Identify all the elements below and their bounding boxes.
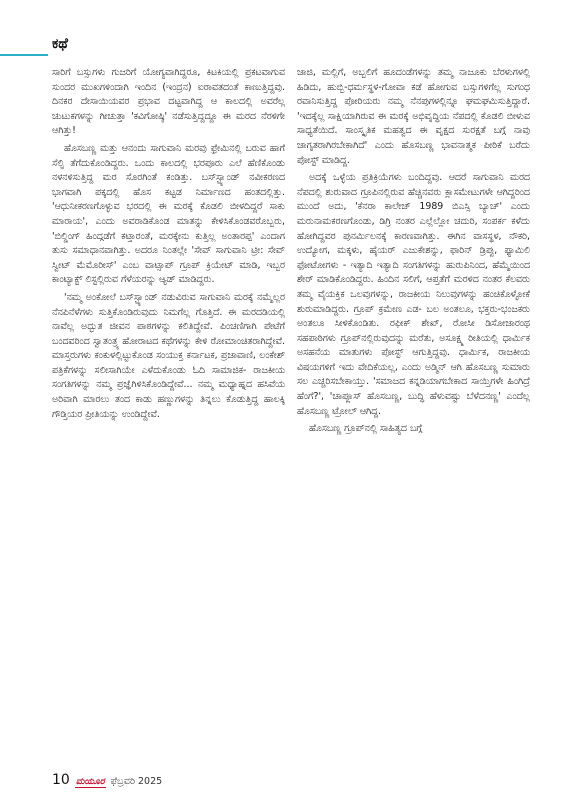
- section-title: ಕಥೆ: [52, 36, 68, 52]
- page-number: 10: [52, 772, 70, 788]
- paragraph: ಅದಕ್ಕೆ ಒಳ್ಳೆಯ ಪ್ರತಿಕ್ರಿಯೆಗಳು ಬಂದಿದ್ದವು. ಆದರೆ ಸಾಗುವಾನಿ ಮರದ ನೆಪದಲ್ಲಿ ಶುರುವಾದ ಗ್ರೂಪಿನಲ್ಲಿರುವ ಹೆಚ್ಚಿನವರು ಕ್ಲಾಸಮೇಟುಗಳೇ ಆಗಿದ್ದರಿಂದ ಮುಂದೆ ಅದು, 'ಕೆನರಾ ಕಾಲೇಜ್ 1989 ಬಿಎಸ್ಸಿ ಬ್ಯಾಚ್' ಎಂದು ಮರುನಾಮಕರಣಗೊಂಡು, ಡಿಗ್ರಿ ನಂತರ ಎಲ್ಲೆಲ್ಲೋ ಚದುರಿ, ಸಂಪರ್ಕ ಕಳೆದು ಹೋಗಿದ್ದವರ ಪುನರ್ಮಿಲನಕ್ಕೆ ಕಾರಣವಾಗಿತ್ತು. ಈಗಿನ ವಾಸಸ್ಥಳ, ನೌಕರಿ, ಉದ್ಯೋಗ, ಮಕ್ಕಳು, ಹೈಯರ್ ಎಜುಕೇಶನ್ನು, ಫಾರಿನ್ ಡ್ರಿಪ್ಪು, ಫ್ಯಾಮಿಲಿ ಫೋಟೋಗಳು - ಇತ್ಯಾದಿ ಇತ್ಯಾದಿ ಸಂಗತಿಗಳನ್ನು ಹುರುಪಿನಿಂದ, ಹೆಮ್ಮೆಯಿಂದ ಶೇರ್ ಮಾಡಿಕೊಂಡಿದ್ದರು. ಹಿಂದಿನ ಸಲಿಗೆ, ಆಪ್ತತೆಗೆ ಮರಳಿದ ನಂತರ ಕೆಲವರು ತಮ್ಮ ವೈಯಕ್ತಿಕ ಒಲವುಗಳನ್ನು, ರಾಜಕೀಯ ನಿಲುವುಗಳನ್ನು ಹಂಚಿಕೊಳ್ಳೋಕೆ ಶುರುಮಾಡಿದ್ದರು. ಗ್ರೂಪ್ ಕ್ರಮೇಣ ಎಡ- ಬಲ ಅಂತಲೂ, ಭಕ್ತರು-ಭಂಜಕರು ಅಂತಲೂ ಸೀಳಿಕೊಂಡಿತು. ರಫೀಕ್ ಶೇಖ್, ರೋಸೀ ಡಿಸೋಜಾರಂಥ ಸಹಪಾಠಿಗಳು ಗ್ರೂಪ್‌ನಲ್ಲಿರುವುದನ್ನು ಮರೆತು, ಅಸೂಕ್ಷ್ಮ ರೀತಿಯಲ್ಲಿ ಧಾರ್ಮಿಕ ಅಸಹನೆಯ ಮಾತುಗಳು ಪೋಸ್ಟ್ ಆಗುತ್ತಿದ್ದವು. ಧಾರ್ಮಿಕ, ರಾಜಕೀಯ ವಿಷಯಗಳಿಗೆ ಇದು ವೇದಿಕೆಯಲ್ಲ, ಎಂದು ಅಡ್ಮಿನ್ ಆಗಿ ಹೊಸಬಣ್ಣ ಸುಮಾರು ಸಲ ಎಚ್ಚರಿಸಬೇಕಾಯ್ತು. 'ಸಮಾಜದ ಕನ್ನಡಿಯಾಗಬೇಕಾದ ಸಾಯ್ತಿಗಳೇ ಹಿಂಗಿದ್ರೆ ಹೆಂಗೆ?', 'ಚಾಪ್ಲೂಸ್ ಹೊಸಬಣ್ಣ, ಬುದ್ಧಿ ಹೆಳುವಷ್ಟು ಬೆಳೆದನಣ್ಣ' ಎಂದೆಲ್ಲ ಹೊಸಬಣ್ಣ ಟ್ರೋಲ್ ಆಗಿದ್ದ.: [297, 172, 530, 417]
- page-footer: [52, 772, 162, 790]
- right-column: [297, 66, 530, 768]
- paragraph: ಹೊಸಬಣ್ಣ ಮತ್ತು ಆನಂದು ಸಾಗುವಾನಿ ಮರವು ಫ್ರೇಮಿನಲ್ಲಿ ಬರುವ ಹಾಗೆ ಸೆಲ್ಫಿ ತೆಗೆದುಕೊಂಡಿದ್ದರು. ಒಂದು ಕಾಲದಲ್ಲಿ ಭರಪೂರು ಎಲೆ ಹೆಣಿಕೊಂಡು ನಳನಳಿಸುತ್ತಿದ್ದ ಮರ ಸೊರಗಿಂತೆ ಕಂಡಿತ್ತು. ಬಸ್‌ಸ್ಟ್ಯಾಂಡ್ ನವೀಕರಣದ ಭಾಗವಾಗಿ ಪಕ್ಕದಲ್ಲಿ ಹೊಸ ಕಟ್ಟಡ ನಿರ್ಮಾಣದ ಹಂತದಲ್ಲಿತ್ತು. 'ಆಧುನೀಕರಣಗೊಳ್ಳುವ ಭರದಲ್ಲಿ ಈ ಮರಕ್ಕೆ ಕೊಡಲಿ ಬೀಳದಿದ್ದರೆ ಸಾಕು ಮಾರಾಯ', ಎಂದು ಅವರಾಡಿಕೊಂಡ ಮಾತನ್ನು ಕೇಳಿಸಿಕೊಂಡವರೊಬ್ಬರು, 'ಬಿಲ್ಡಿಂಗ್ ಹಿಂದ್ಗಡೆಗೆ ಕಟ್ತಾರಂತೆ, ಮರಕ್ಕೇನು ಕುತ್ತಿಲ್ಲ ಅಂತಾರಪ್ಪ' ಎಂದಾಗ ತುಸು ಸಮಾಧಾನವಾಗಿತ್ತು. ಅದರೂ ನಿಂತಲ್ಲೇ 'ಸೇವ್ ಸಾಗುವಾನಿ ಟ್ರೀ: ಸೇವ್ ಸ್ವೀಟ್ ಮೆಮೊರೀಸ್' ಎಂಬ ವಾಟ್ಸಾಪ್ ಗ್ರೂಪ್ ಕ್ರಿಯೇಟ್ ಮಾಡಿ, ಇಬ್ಬರ ಕಾಂಟ್ಯಾಕ್ಟ್ ಲಿಸ್ಟಲ್ಲಿರುವ ಗೆಳೆಯರನ್ನು ಆ್ಯಡ್ ಮಾಡಿದ್ದರು.: [52, 142, 285, 286]
- magazine-logo: ಮಯೂರ: [75, 777, 105, 787]
- article-columns: [52, 66, 530, 768]
- paragraph: ಸಾರಿಗೆ ಬಸ್ಸುಗಳು ಗುಜರಿಗೆ ಯೋಗ್ಯವಾಗಿದ್ದರೂ, ಕಿಟಕಿಯಲ್ಲಿ ಪ್ರಕಟವಾಗುವ ಸುಂದರ ಮುಖಗಳಿಂದಾಗಿ ಇಂದಿನ (ಇಂದ್ರನ) ಐರಾವತದಂತೆ ಕಾಣುತ್ತಿದ್ದವು. ದಿನಕರ ದೇಸಾಯಿಯವರ ಪ್ರಭಾವ ದಟ್ಟವಾಗಿದ್ದ ಆ ಕಾಲದಲ್ಲಿ ಅವರೆಲ್ಲ ಚುಟುಕಗಳನ್ನು ಗೀಚುತ್ತಾ 'ಕವಿಗೋಷ್ಠಿ' ನಡೆಸುತ್ತಿದ್ದದ್ದೂ ಈ ಮರದ ನೆರಳಿಗೇ ಆಗಿತ್ತು!: [52, 67, 285, 137]
- issue-date: ಫೆಬ್ರವರಿ 2025: [110, 776, 163, 787]
- paragraph: ಜಾಜಿ, ಮಲ್ಲಿಗೆ, ಅಬ್ಬಲಿಗೆ ಹೂದಂಡೆಗಳನ್ನು ತಮ್ಮ ನಾಜೂಕು ಬೆರಳುಗಳಲ್ಲಿ ಹಿಡಿದು, ಹುಬ್ಬಿ-ಧರ್ಮಸ್ಥಳ-ಗೋವಾ ಕಡೆ ಹೋಗುವ ಬಸ್ಸುಗಳಿಗೆಲ್ಲ ಸುಗಂಧ ರವಾನಿಸುತ್ತಿದ್ದ ಪೋರಿಯರು ನಮ್ಮ ನೆನಪುಗಳಲ್ಲಿನ್ನೂ ಘಮಘಮಿಸುತ್ತಿದ್ದಾರೆ. 'ಇದಕ್ಕೆಲ್ಲ ಸಾಕ್ಷಿಯಾಗಿರುವ ಈ ಮರಕ್ಕೆ ಅಭಿವೃದ್ಧಿಯ ನೆಪದಲ್ಲಿ ಕೊಡಲಿ ಬೀಳುವ ಸಾಧ್ಯತೆಯಿದೆ. ಸಾಂಸ್ಕೃತಿಕ ಮಹತ್ವದ ಈ ವೃಕ್ಷದ ಸುರಕ್ಷತೆ ಬಗ್ಗೆ ನಾವು ಜಾಗೃತರಾಗಿರಬೇಕಾಗಿದೆ' ಎಂದು ಹೊಸಬಣ್ಣ ಭಾವನಾತ್ಮಕ ಪೀಠಿಕೆ ಬರೆದು ಪೋಸ್ಟ್ ಮಾಡಿದ್ದ.: [297, 67, 530, 166]
- paragraph: ಹೊಸಬಣ್ಣ ಗ್ರೂಪ್‌ನಲ್ಲಿ ಸಾಹಿತ್ಯದ ಬಗ್ಗೆ: [309, 423, 423, 435]
- section-rule: [0, 34, 48, 56]
- left-column: [52, 66, 285, 768]
- paragraph: 'ನಮ್ಮ ಅಂಕೋಲೆ ಬಸ್‌ಸ್ಟ್ಯಾಂಡ್ ನಡುವಿರುವ ಸಾಗುವಾನಿ ಮರಕ್ಕೆ ನಮ್ಮೆಲ್ಲರ ನೆನಪಿನೆಳೆಗಳು ಸುತ್ತಿಕೊಂಡಿರುವುದು ನಿಮಗೆಲ್ಲ ಗೊತ್ತಿದೆ. ಈ ಮರದಡಿಯಲ್ಲಿ ನಾವೆಲ್ಲ ಅದ್ಭುತ ಜೀವನ ಪಾಠಗಳನ್ನು ಕಲಿತಿದ್ದೇವೆ. ಪಿಂಚಣಿಗಾಗಿ ಪೇಟೆಗೆ ಬಂದವರಿಂದ ಸ್ವಾತಂತ್ರ್ಯ ಹೋರಾಟದ ಕಥೆಗಳನ್ನು ಕೇಳಿ ರೋಮಾಂಚಿತರಾಗಿದ್ದೇವೆ. ಮಾಸ್ತರುಗಳು ಕಂಕುಳಲ್ಲಿಟ್ಟುಕೊಂಡ ಸಂಯುಕ್ತ ಕರ್ನಾಟಕ, ಪ್ರಜಾವಾಣಿ, ಲಂಕೇಶ್ ಪತ್ರಿಕೆಗಳನ್ನು ಸಲೀಸಾಗಿಯೇ ಎಳೆದುಕೊಂಡು ಓದಿ ಸಾಮಾಜಿಕ- ರಾಜಕೀಯ ಸಂಗತಿಗಳನ್ನು ನಮ್ಮ ಪ್ರಜ್ಞೆಗಿಳಿಸಿಕೊಂಡಿದ್ದೇವೆ... ನಮ್ಮ ಮಧ್ಯಾಹ್ನದ ಹಸಿವೆಯ ಅರಿವಾಗಿ ಮಾರಲು ತಂದ ಕಾಡು ಹಣ್ಣುಗಳನ್ನು ತಿನ್ನಲು ಕೊಡುತ್ತಿದ್ದ ಹಾಲಕ್ಕಿ ಗೌಡ್ತಿಯರ ಪ್ರೀತಿಯನ್ನು ಉಂಡಿದ್ದೇವೆ.: [52, 291, 285, 420]
